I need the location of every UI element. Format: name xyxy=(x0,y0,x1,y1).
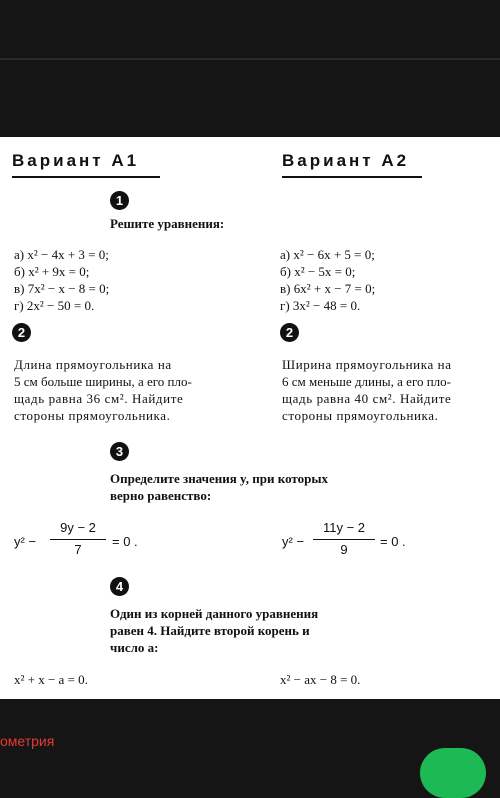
a2-task4-equation: x² − ax − 8 = 0. xyxy=(280,672,361,687)
task-4-badge: 4 xyxy=(110,577,129,596)
a1-task2-line-3: щадь равна 36 см². Найдите xyxy=(14,391,184,406)
variant-a2-title: Вариант А2 xyxy=(282,151,410,170)
a1-task2-line-1: Длина прямоугольника на xyxy=(14,357,172,372)
a2-task3-numerator: 11y − 2 xyxy=(322,520,366,535)
answer-action-button[interactable] xyxy=(420,748,486,798)
a1-task3-tail: = 0 . xyxy=(112,534,138,549)
category-label[interactable]: ометрия xyxy=(0,733,55,749)
a1-task1-item-b: б) x² + 9x = 0; xyxy=(14,264,90,279)
worksheet-image xyxy=(0,137,500,699)
a2-task1-item-a: а) x² − 6x + 5 = 0; xyxy=(280,247,375,262)
a1-task2-line-4: стороны прямоугольника. xyxy=(14,408,171,423)
a1-task3-denominator: 7 xyxy=(74,542,82,557)
a2-task3-fraction-bar xyxy=(313,539,375,540)
a2-task1-item-d: г) 3x² − 48 = 0. xyxy=(280,298,361,313)
a2-task1-item-b: б) x² − 5x = 0; xyxy=(280,264,356,279)
task-3-header-line-2: верно равенство: xyxy=(110,488,212,503)
a1-task3-equation xyxy=(14,520,144,560)
task-3-badge: 3 xyxy=(110,442,129,461)
a1-task4-equation: x² + x − a = 0. xyxy=(14,672,88,687)
a1-task1-item-c: в) 7x² − x − 8 = 0; xyxy=(14,281,110,296)
a2-task2-line-4: стороны прямоугольника. xyxy=(282,408,439,423)
a2-task3-tail: = 0 . xyxy=(380,534,406,549)
a1-task1-item-a: а) x² − 4x + 3 = 0; xyxy=(14,247,109,262)
a1-task3-numerator: 9y − 2 xyxy=(60,520,96,535)
a1-task1-item-d: г) 2x² − 50 = 0. xyxy=(14,298,95,313)
variant-a1-underline xyxy=(12,176,160,178)
top-app-bar xyxy=(0,0,500,58)
a2-task2-line-3: щадь равна 40 см². Найдите xyxy=(282,391,452,406)
a2-task2-line-2: 6 см меньше длины, а его пло- xyxy=(282,374,451,389)
a2-task-2-badge: 2 xyxy=(280,323,299,342)
variant-a1-title: Вариант А1 xyxy=(12,151,140,170)
a2-task2-line-1: Ширина прямоугольника на xyxy=(282,357,452,372)
a2-task3-denominator: 9 xyxy=(340,542,348,557)
task-4-header-line-1: Один из корней данного уравнения xyxy=(110,606,319,621)
task-1-header: Решите уравнения: xyxy=(110,216,225,231)
task-3-header-line-1: Определите значения y, при которых xyxy=(110,471,329,486)
top-divider xyxy=(0,58,500,60)
task-1-badge: 1 xyxy=(110,191,129,210)
variant-a2-underline xyxy=(282,176,422,178)
a1-task-2-badge: 2 xyxy=(12,323,31,342)
a1-task2-line-2: 5 см больше ширины, а его пло- xyxy=(14,374,192,389)
a1-task3-lead: y² − xyxy=(14,534,37,549)
task-4-header-line-2: равен 4. Найдите второй корень и xyxy=(110,623,310,638)
a2-task1-item-c: в) 6x² + x − 7 = 0; xyxy=(280,281,376,296)
a2-task3-equation xyxy=(282,520,422,560)
a2-task3-lead: y² − xyxy=(282,534,305,549)
task-4-header-line-3: число a: xyxy=(110,640,159,655)
a1-task3-fraction-bar xyxy=(50,539,106,540)
